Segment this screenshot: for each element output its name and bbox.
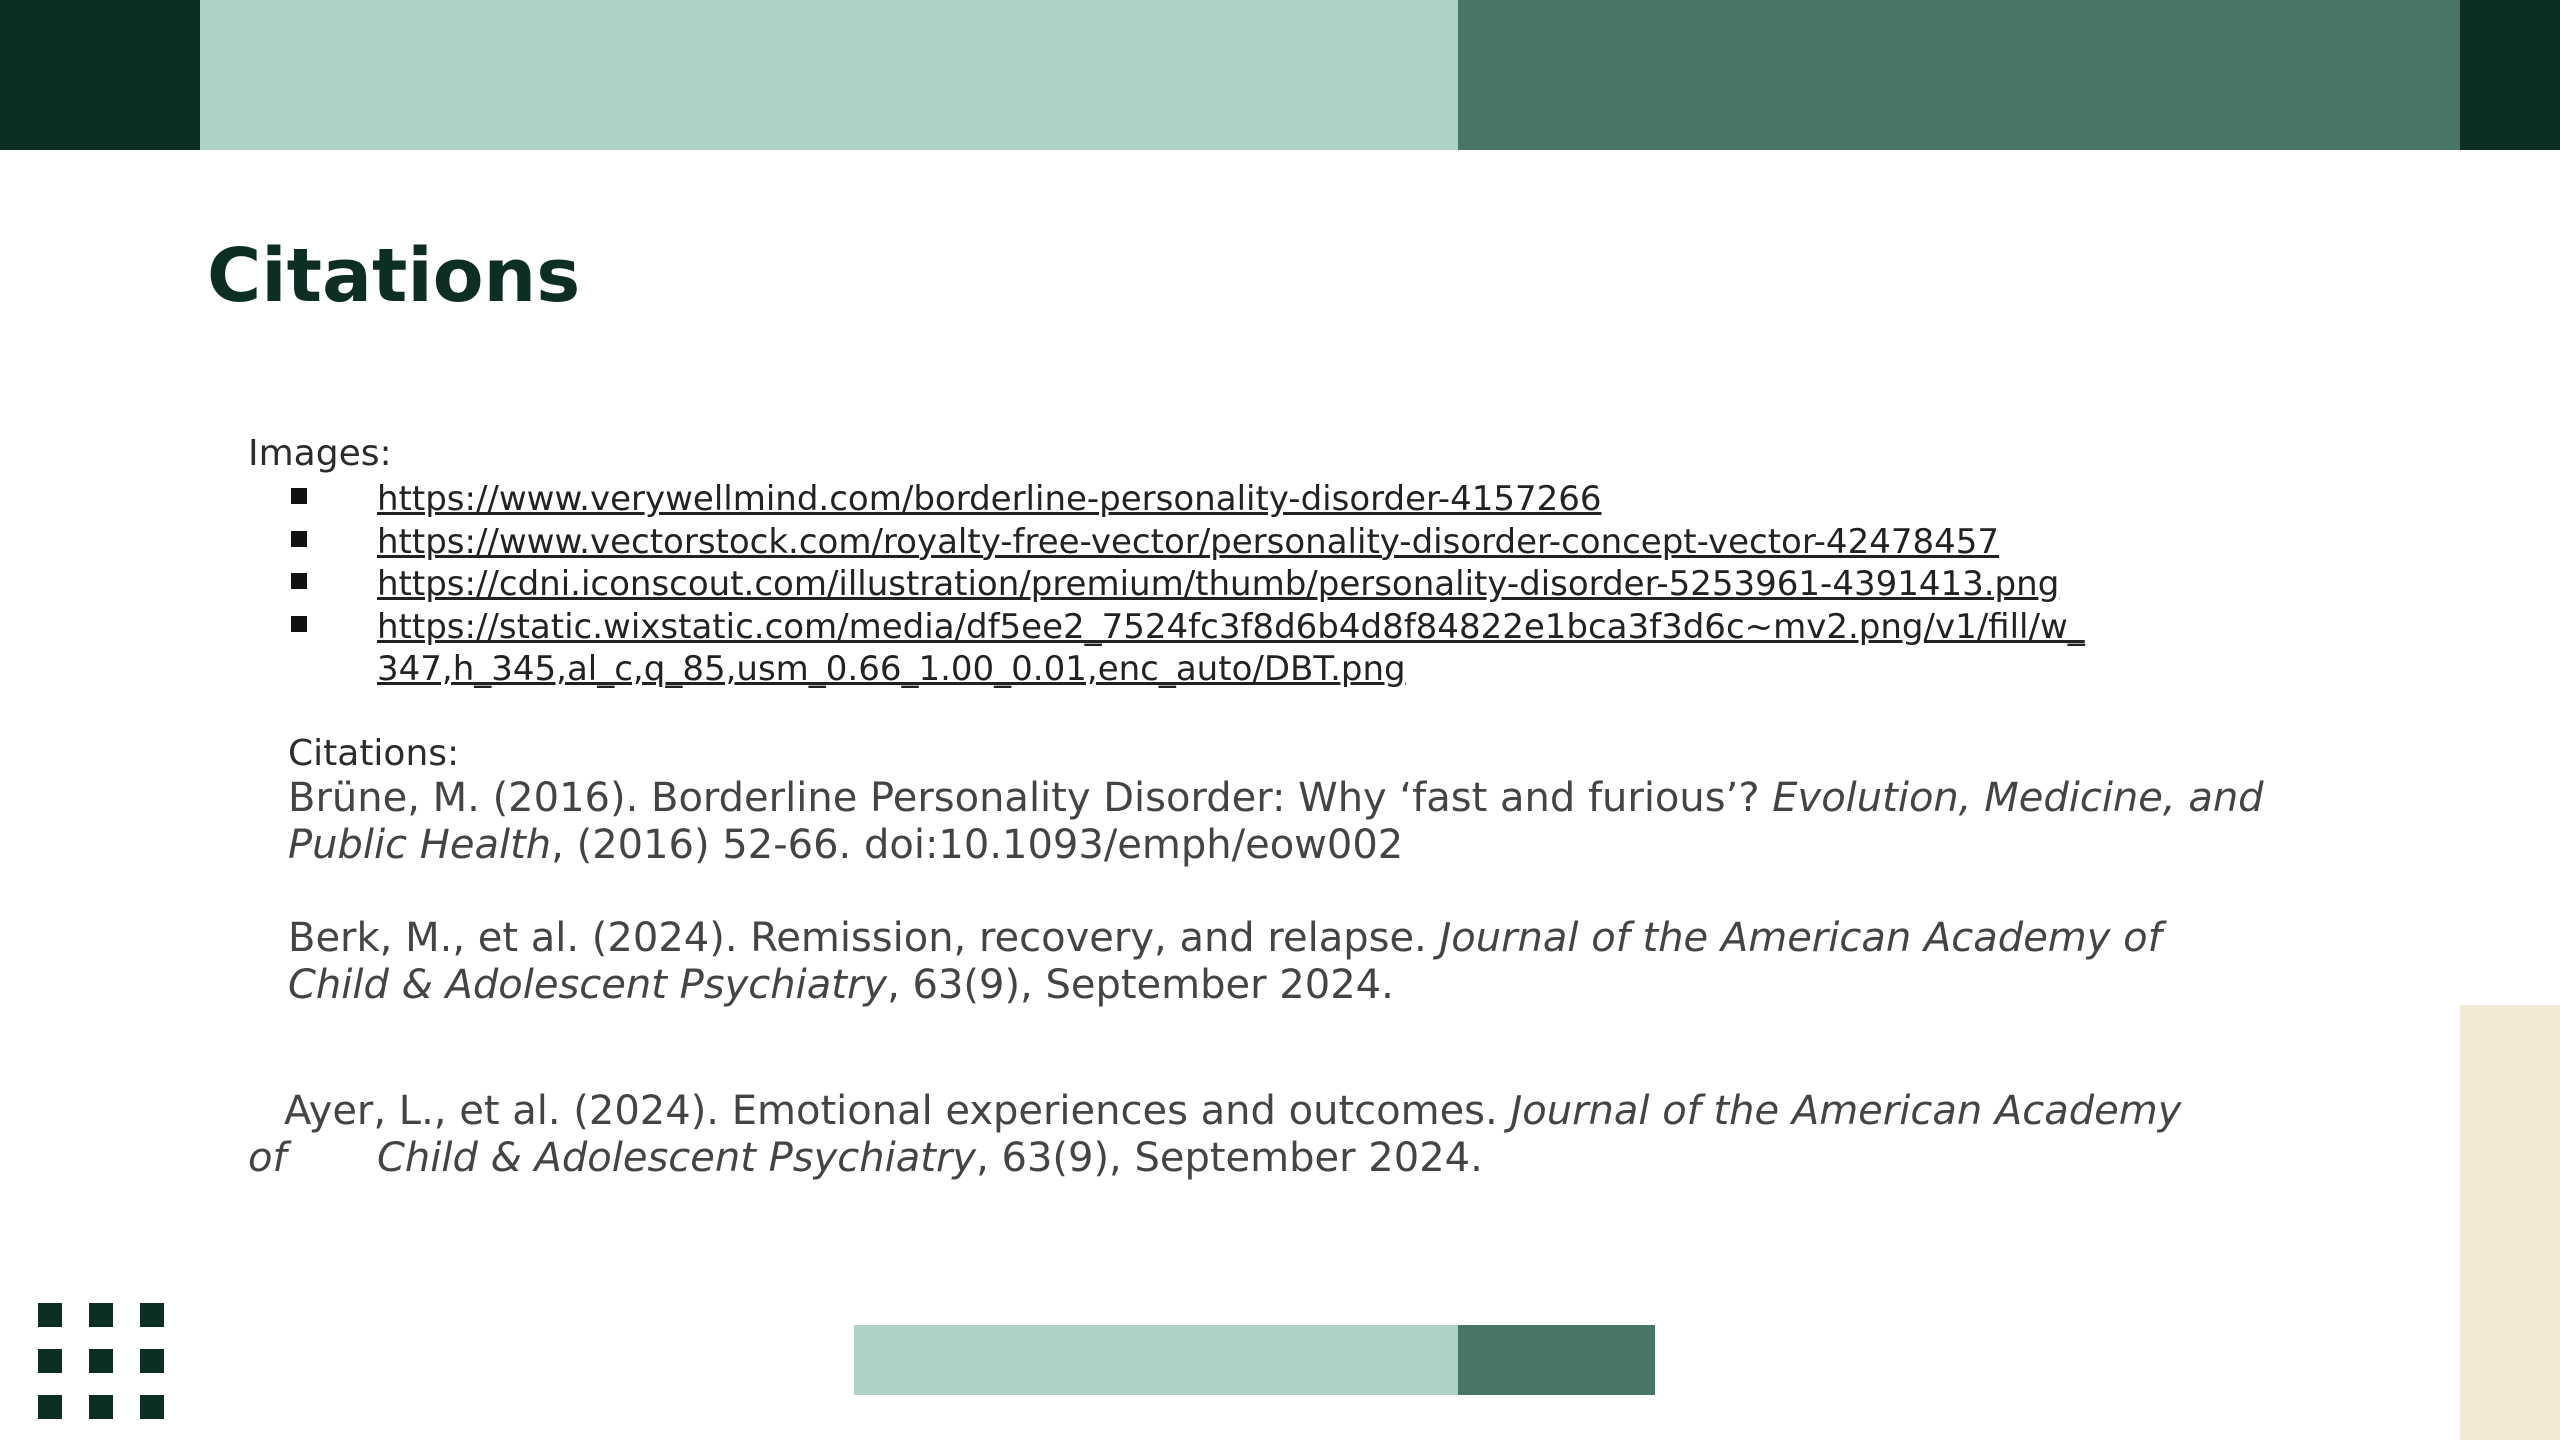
image-link-4-line-1[interactable]: https://static.wixstatic.com/media/df5ee2_7524fc3f8d6b4d8f84822e1bca3f3d6c~mv2.png/v1/fill/w_ [377, 606, 2085, 647]
list-item [377, 563, 2085, 606]
grid-dot [140, 1349, 164, 1373]
citation-1-details: , (2016) 52-66. doi:10.1093/emph/eow002 [551, 822, 1404, 868]
citation-1-line-2 [288, 822, 1403, 869]
citation-3-line-2 [377, 1135, 1483, 1182]
citation-2-details: , 63(9), September 2024. [887, 962, 1394, 1008]
citation-1-journal-cont: Public Health [288, 822, 552, 868]
square-bullet-icon [291, 616, 307, 632]
top-band-dark-left [0, 0, 200, 150]
image-link-list [0, 478, 2085, 691]
citation-2-line-2 [288, 962, 1394, 1009]
right-band-cream [2460, 1005, 2560, 1440]
images-heading: Images: [248, 433, 392, 474]
list-item [377, 478, 2085, 521]
grid-dot [89, 1303, 113, 1327]
square-bullet-icon [291, 531, 307, 547]
grid-dot [89, 1395, 113, 1419]
citation-3-journal-of [248, 1135, 287, 1182]
citation-3-of-word: of [248, 1135, 287, 1181]
citation-3-line-1 [284, 1088, 2181, 1135]
grid-dot [140, 1303, 164, 1327]
list-item [377, 521, 2085, 564]
citation-3-authors: Ayer, L., et al. (2024). Emotional experiences and outcomes. [284, 1088, 1511, 1134]
citation-3-journal-cont: Child & Adolescent Psychiatry [377, 1135, 977, 1181]
citation-1-line-1 [288, 775, 2264, 822]
citation-3-journal: Journal of the American Academy [1510, 1088, 2182, 1134]
image-link-1[interactable]: https://www.verywellmind.com/borderline-personality-disorder-4157266 [377, 479, 1602, 519]
citation-1-journal: Evolution, Medicine, and [1772, 775, 2264, 821]
grid-dot [140, 1395, 164, 1419]
grid-dot [38, 1349, 62, 1373]
top-band-mint [200, 0, 1458, 150]
image-link-3[interactable]: https://cdni.iconscout.com/illustration/premium/thumb/personality-disorder-5253961-4391413.png [377, 564, 2060, 604]
square-bullet-icon [291, 488, 307, 504]
bottom-band-mint [854, 1325, 1458, 1395]
square-bullet-icon [291, 573, 307, 589]
citations-heading: Citations: [288, 733, 460, 774]
citation-1-authors: Brüne, M. (2016). Borderline Personality Disorder: Why ‘fast and furious’? [288, 775, 1773, 821]
citation-2-journal-cont: Child & Adolescent Psychiatry [288, 962, 888, 1008]
citation-2-line-1 [288, 915, 2162, 962]
decorative-dot-grid [38, 1303, 164, 1419]
image-link-2[interactable]: https://www.vectorstock.com/royalty-free-vector/personality-disorder-concept-vector-42478457 [377, 521, 1999, 562]
citation-2-journal: Journal of the American Academy of [1439, 915, 2162, 961]
list-item-continuation [377, 648, 2085, 691]
top-band-sage [1458, 0, 2460, 150]
grid-dot [38, 1303, 62, 1327]
grid-dot [89, 1349, 113, 1373]
slide-title: Citations [207, 233, 581, 319]
citation-2-authors: Berk, M., et al. (2024). Remission, recovery, and relapse. [288, 915, 1440, 961]
list-item [377, 606, 2085, 649]
top-band-dark-right [2460, 0, 2560, 150]
grid-dot [38, 1395, 62, 1419]
image-link-4-line-2[interactable]: 347,h_345,al_c,q_85,usm_0.66_1.00_0.01,enc_auto/DBT.png [377, 649, 1406, 689]
bottom-band-sage [1458, 1325, 1655, 1395]
citation-3-details: , 63(9), September 2024. [976, 1135, 1483, 1181]
